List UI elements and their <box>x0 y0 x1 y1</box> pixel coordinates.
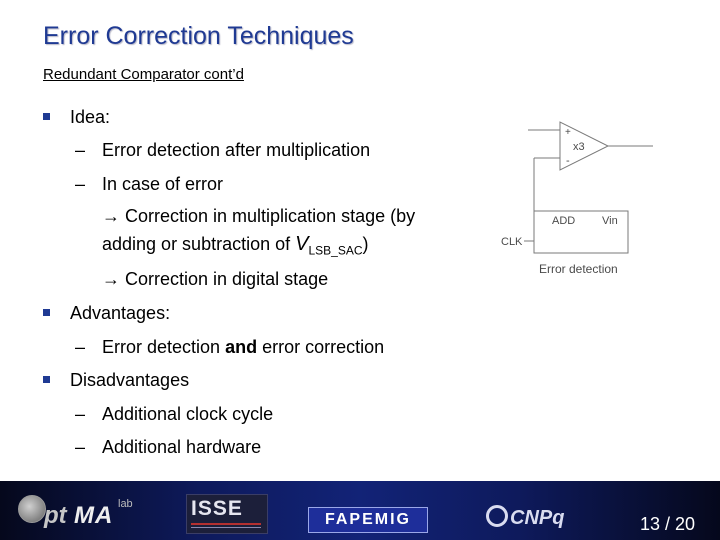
globe-icon <box>18 495 46 523</box>
idea-item-detection-text: Error detection after multiplication <box>102 140 371 160</box>
correction-multiplication-pre: adding or subtraction of <box>102 234 296 254</box>
correction-digital: → Correction in digital stage <box>102 269 329 289</box>
logo-ma: MA <box>74 502 114 529</box>
dash-icon: – <box>75 337 86 357</box>
bullet-idea-label: Idea: <box>70 107 111 127</box>
correction-multiplication-line2 <box>102 230 415 265</box>
advantages-item-pre: Error detection <box>102 337 226 357</box>
dash-icon: – <box>75 437 86 457</box>
disadvantages-item-clock <box>75 404 274 425</box>
correction-multiplication-line1: → Correction in multiplication stage (by <box>102 206 416 226</box>
idea-item-detection <box>75 140 371 161</box>
isse-stripe <box>191 523 261 525</box>
clk-label: CLK <box>501 236 523 248</box>
advantages-item-post: error correction <box>257 337 385 357</box>
minus-label: - <box>566 155 570 167</box>
idea-item-error-case <box>75 174 224 195</box>
bullet-advantages-label: Advantages: <box>70 303 171 323</box>
cnpq-logo <box>486 505 564 530</box>
disadvantages-item-hardware <box>75 437 262 458</box>
dash-icon: – <box>75 140 86 160</box>
correction-multiplication <box>102 202 415 265</box>
disadvantages-item-hardware-text: Additional hardware <box>102 437 262 457</box>
advantages-item <box>75 337 385 358</box>
square-bullet-icon <box>43 376 50 383</box>
square-bullet-icon <box>43 309 50 316</box>
logo-isse: ISSE <box>191 497 243 520</box>
vlsb-subscript: LSB_SAC <box>308 243 363 258</box>
fapemig-logo: FAPEMIG <box>308 507 428 533</box>
gain-label: x3 <box>573 141 585 153</box>
isse-stripe <box>191 527 261 528</box>
diagram-caption: Error detection <box>539 262 618 276</box>
ptma-lab-logo <box>14 492 164 532</box>
square-bullet-icon <box>43 113 50 120</box>
logo-pt: pt <box>44 502 67 529</box>
vlsb-symbol: V <box>295 233 309 255</box>
bullet-advantages <box>70 303 170 324</box>
cnpq-label: CNPq <box>510 507 565 529</box>
error-detection-diagram <box>498 118 663 280</box>
page-title: Error Correction Techniques <box>43 22 354 50</box>
bullet-disadvantages-label: Disadvantages <box>70 370 190 390</box>
correction-multiplication-post: ) <box>362 234 369 254</box>
bullet-disadvantages <box>70 370 189 391</box>
isse-logo <box>186 494 268 534</box>
dash-icon: – <box>75 174 86 194</box>
dash-icon: – <box>75 404 86 424</box>
plus-label: + <box>565 127 571 138</box>
page-subtitle: Redundant Comparator cont’d <box>43 66 244 83</box>
idea-item-error-case-text: In case of error <box>102 174 224 194</box>
bullet-idea <box>70 107 110 128</box>
advantages-item-bold: and <box>225 337 258 357</box>
disadvantages-item-clock-text: Additional clock cycle <box>102 404 274 424</box>
add-label: ADD <box>552 215 576 227</box>
vin-label: Vin <box>602 215 618 227</box>
page-number: 13 / 20 <box>640 514 696 534</box>
cnpq-emblem-icon <box>486 505 508 527</box>
logo-lab: lab <box>118 498 133 510</box>
